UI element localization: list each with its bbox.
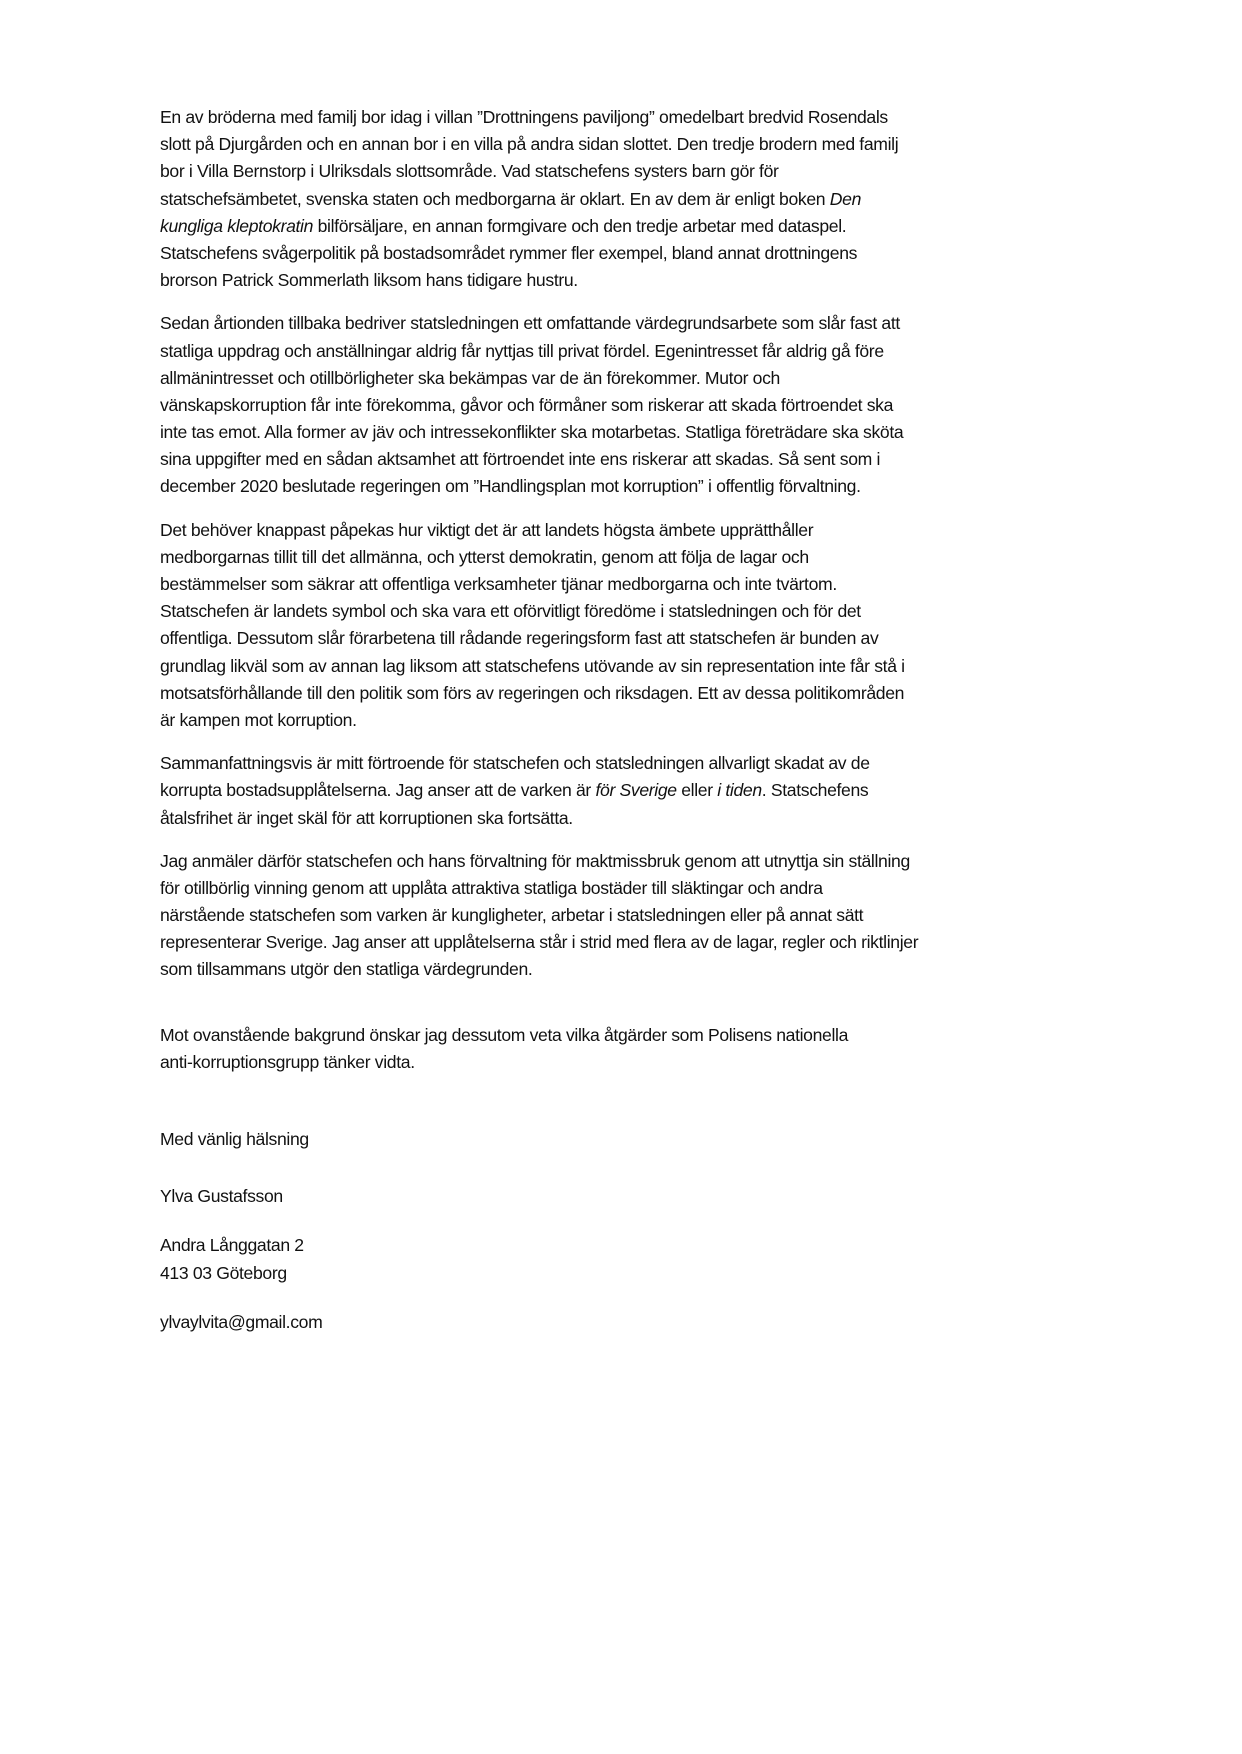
- text-line: bor i Villa Bernstorp i Ulriksdals slottsområde. Vad statschefens systers barn gör för: [160, 161, 779, 182]
- text-line: Mot ovanstående bakgrund önskar jag dessutom veta vilka åtgärder som Polisens nationella: [160, 1024, 849, 1045]
- closing-greeting: Med vänlig hälsning: [160, 1129, 309, 1149]
- text-line: Sedan årtionden tillbaka bedriver statsledningen ett omfattande värdegrundsarbete som slår fast att: [160, 313, 900, 334]
- sender-address-street: Andra Långgatan 2: [160, 1235, 304, 1256]
- text-line: Det behöver knappast påpekas hur viktigt det är att landets högsta ämbete upprätthåller: [160, 519, 814, 540]
- text-line: som tillsammans utgör den statliga värdegrunden.: [160, 959, 533, 980]
- spacer: [160, 1287, 1040, 1309]
- text-line: för otillbörlig vinning genom att upplåta attraktiva statliga bostäder till släktingar och andra: [160, 877, 823, 898]
- text-line: [160, 186, 1040, 213]
- text-line: är kampen mot korruption.: [160, 709, 357, 730]
- text-line: Jag anmäler därför statschefen och hans förvaltning för maktmissbruk genom att utnyttja sin ställning: [160, 850, 910, 871]
- paragraph-6: [160, 1022, 1040, 1076]
- text-run: bilförsäljare, en annan formgivare och den tredje arbetar med dataspel.: [313, 215, 847, 236]
- spacer: [160, 1000, 1040, 1022]
- book-title-italic: Den: [829, 188, 862, 209]
- text-line: brorson Patrick Sommerlath liksom hans tidigare hustru.: [160, 270, 578, 291]
- paragraph-2: [160, 310, 1040, 500]
- spacer: [160, 1153, 1040, 1183]
- text-line: åtalsfrihet är inget skäl för att korruptionen ska fortsätta.: [160, 807, 573, 828]
- text-line: En av bröderna med familj bor idag i villan ”Drottningens paviljong” omedelbart bredvid Rosendals: [160, 107, 888, 127]
- text-line: medborgarnas tillit till det allmänna, och ytterst demokratin, genom att följa de lagar och: [160, 546, 809, 567]
- text-line: [160, 777, 1040, 804]
- spacer: [160, 1104, 1040, 1126]
- sender-address-city: 413 03 Göteborg: [160, 1262, 287, 1283]
- signature-block: [160, 1104, 1040, 1336]
- letter-body: [160, 104, 1040, 1336]
- text-line: Statschefens svågerpolitik på bostadsområdet rymmer fler exempel, bland annat drottningens: [160, 242, 858, 263]
- text-line: [160, 213, 1040, 240]
- paragraph-3: [160, 517, 1040, 735]
- paragraph-4: [160, 750, 1040, 832]
- text-line: allmänintresset och otillbörligheter ska bekämpas var de än förekommer. Mutor och: [160, 367, 780, 388]
- text-run: eller: [676, 780, 718, 801]
- text-line: sina uppgifter med en sådan aktsamhet att förtroendet inte ens riskerar att skadas. Så sent som i: [160, 449, 881, 470]
- emphasis-italic: för Sverige: [595, 780, 677, 801]
- text-run: korrupta bostadsupplåtelserna. Jag anser att de varken är: [160, 780, 596, 801]
- sender-email: ylvaylvita@gmail.com: [160, 1311, 323, 1332]
- paragraph-1: [160, 104, 1040, 294]
- text-line: Statschefen är landets symbol och ska vara ett oförvitligt föredöme i statsledningen och för det: [160, 601, 861, 622]
- text-line: motsatsförhållande till den politik som förs av regeringen och riksdagen. Ett av dessa politikområden: [160, 682, 905, 703]
- text-line: Sammanfattningsvis är mitt förtroende för statschefen och statsledningen allvarligt skadat av de: [160, 753, 870, 774]
- text-line: anti-korruptionsgrupp tänker vidta.: [160, 1051, 415, 1072]
- text-line: representerar Sverige. Jag anser att upplåtelserna står i strid med flera av de lagar, regler och riktlinjer: [160, 932, 919, 953]
- book-title-italic: kungliga kleptokratin: [160, 215, 314, 236]
- text-run: . Statschefens: [761, 780, 869, 801]
- paragraph-5: [160, 848, 1040, 984]
- text-line: vänskapskorruption får inte förekomma, gåvor och förmåner som riskerar att skada förtroendet ska: [160, 394, 894, 415]
- text-line: grundlag likväl som av annan lag liksom att statschefens utövande av sin representation inte får stå i: [160, 655, 905, 676]
- emphasis-italic: i tiden: [717, 780, 762, 801]
- sender-name: Ylva Gustafsson: [160, 1186, 283, 1207]
- spacer: [160, 1210, 1040, 1232]
- text-line: statliga uppdrag och anställningar aldrig får nyttjas till privat fördel. Egenintresset får aldrig gå före: [160, 340, 884, 361]
- text-line: december 2020 beslutade regeringen om ”Handlingsplan mot korruption” i offentlig förvaltning.: [160, 476, 861, 497]
- text-line: bestämmelser som säkrar att offentliga verksamheter tjänar medborgarna och inte tvärtom.: [160, 574, 837, 594]
- text-line: inte tas emot. Alla former av jäv och intressekonflikter ska motarbetas. Statliga företrädare ska sköta: [160, 422, 904, 443]
- text-line: offentliga. Dessutom slår förarbetena till rådande regeringsform fast att statschefen är bunden av: [160, 628, 879, 649]
- text-line: närstående statschefen som varken är kungligheter, arbetar i statsledningen eller på annat sätt: [160, 905, 864, 926]
- text-run: statschefsämbetet, svenska staten och medborgarna är oklart. En av dem är enligt boken: [160, 188, 830, 209]
- text-line: slott på Djurgården och en annan bor i en villa på andra sidan slottet. Den tredje brodern med familj: [160, 134, 899, 155]
